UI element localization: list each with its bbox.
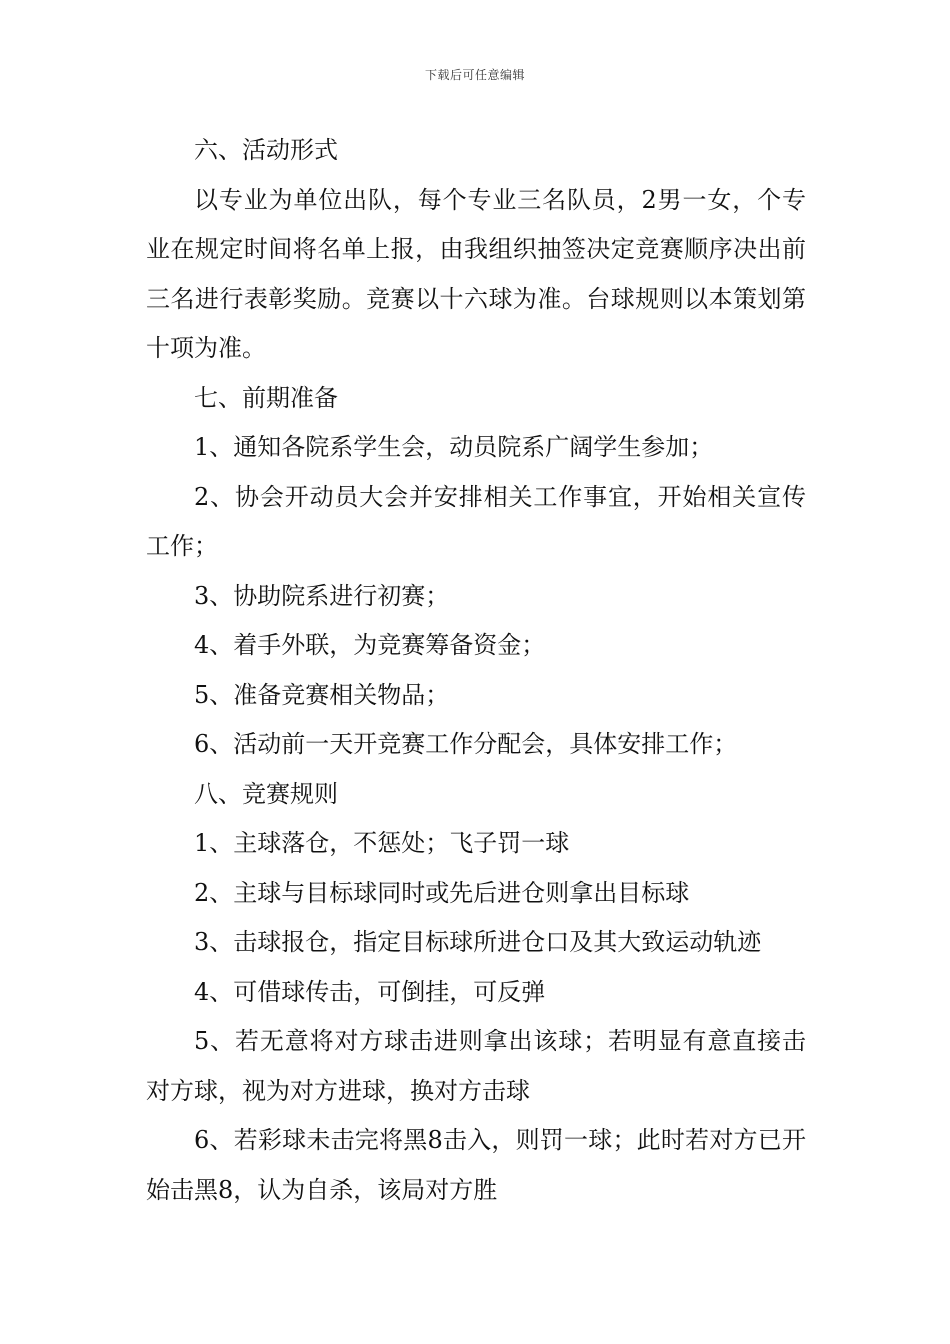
page-header: 下载后可任意编辑 (424, 68, 525, 82)
list-item-prep-2: 2、协会开动员大会并安排相关工作事宜，开始相关宣传工作； (146, 482, 806, 560)
section-heading-activity-form: 六、活动形式 (194, 136, 338, 164)
list-item-rule-6: 6、若彩球未击完将黑8击入，则罚一球；此时若对方已开始击黑8，认为自杀，该局对方胜 (146, 1126, 806, 1204)
list-item-rule-4: 4、可借球传击，可倒挂，可反弹 (194, 977, 546, 1006)
document-body (146, 126, 806, 1215)
list-item-rule-3: 3、击球报仓，指定目标球所进仓口及其大致运动轨迹 (194, 928, 762, 956)
list-item-prep-4: 4、着手外联，为竞赛筹备资金； (194, 631, 546, 659)
list-item-rule-2: 2、主球与目标球同时或先后进仓则拿出目标球 (194, 878, 690, 907)
list-item-rule-1: 1、主球落仓，不惩处；飞子罚一球 (194, 829, 570, 857)
list-item-prep-3: 3、协助院系进行初赛； (194, 581, 450, 610)
list-item-prep-1: 1、通知各院系学生会，动员院系广阔学生参加； (194, 433, 714, 461)
list-item-prep-5: 5、准备竞赛相关物品； (194, 680, 450, 709)
list-item-rule-5: 5、若无意将对方球击进则拿出该球；若明显有意直接击对方球，视为对方进球，换对方击球 (146, 1027, 806, 1105)
section-heading-preparation: 七、前期准备 (194, 383, 338, 412)
paragraph-activity-form: 以专业为单位出队，每个专业三名队员，2男一女，个专业在规定时间将名单上报，由我组织抽签决定竞赛顺序决出前三名进行表彰奖励。竞赛以十六球为准。台球规则以本策划第十项为准。 (146, 185, 806, 362)
section-heading-rules: 八、竞赛规则 (194, 779, 338, 808)
list-item-prep-6: 6、活动前一天开竞赛工作分配会，具体安排工作； (194, 730, 738, 758)
